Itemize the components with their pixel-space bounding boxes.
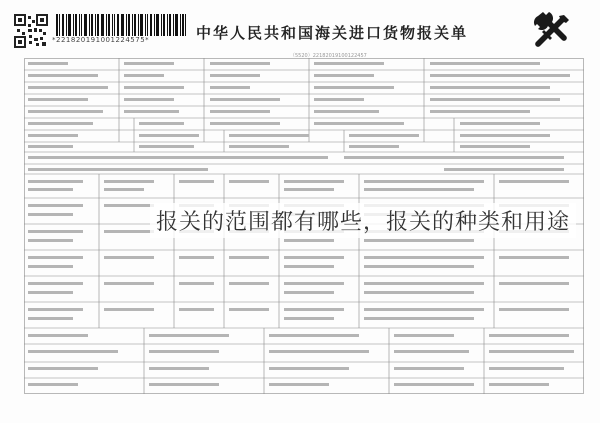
qr-code-icon	[14, 14, 48, 48]
barcode-icon	[56, 14, 186, 36]
document-title: 中华人民共和国海关进口货物报关单	[196, 24, 469, 42]
barcode-number: *221820191001224575*	[52, 36, 150, 44]
overlay-caption: 报关的范围都有哪些，报关的种类和用途	[150, 203, 576, 238]
wrench-screwdriver-icon	[530, 12, 572, 54]
reference-number: （5520）22182019100122457	[290, 53, 367, 59]
